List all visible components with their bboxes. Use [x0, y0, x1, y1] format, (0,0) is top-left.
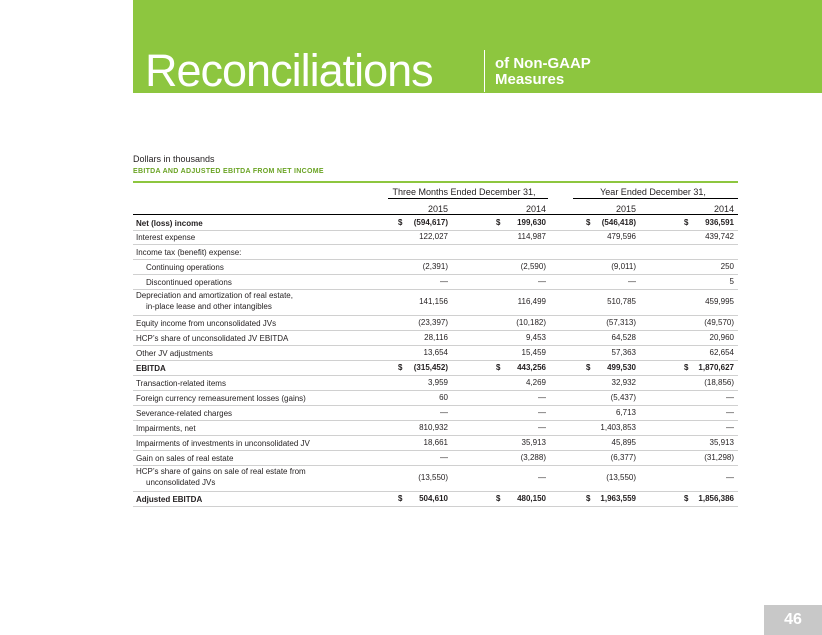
- row-label-text: HCP’s share of unconsolidated JV EBITDA: [136, 334, 289, 343]
- row-value: (31,298): [704, 453, 734, 462]
- row-value: 45,895: [611, 438, 636, 447]
- row-value: 64,528: [611, 333, 636, 342]
- row-value: (10,182): [516, 318, 546, 327]
- row-value: (546,418): [601, 218, 636, 227]
- header-year-ended: Year Ended December 31,: [600, 187, 706, 197]
- row-value: 3,959: [427, 378, 448, 387]
- dollar-sign: $: [586, 218, 591, 227]
- table-title: EBITDA AND ADJUSTED EBITDA FROM NET INCOME: [133, 168, 324, 175]
- row-value: 35,913: [521, 438, 546, 447]
- page-subtitle-line2: Measures: [495, 71, 565, 88]
- table-row: [133, 274, 738, 290]
- row-label: [136, 333, 288, 344]
- row-label: [136, 218, 203, 229]
- page-subtitle: [495, 56, 591, 88]
- row-value: —: [628, 277, 636, 286]
- row-value: 18,661: [423, 438, 448, 447]
- row-value: 443,256: [517, 363, 546, 372]
- row-value: —: [440, 277, 448, 286]
- row-label-text: Income tax (benefit) expense:: [136, 248, 242, 257]
- row-value: 6,713: [615, 408, 636, 417]
- row-value: —: [440, 453, 448, 462]
- row-value: —: [538, 408, 546, 417]
- row-label-text: Continuing operations: [146, 263, 224, 272]
- row-value: —: [538, 423, 546, 432]
- year-header: 2014: [713, 204, 734, 214]
- row-label-text: Depreciation and amortization of real estate,: [136, 291, 293, 300]
- row-label: [136, 438, 310, 449]
- title-banner: [133, 0, 822, 96]
- row-value: (594,617): [413, 218, 448, 227]
- row-label: [136, 453, 233, 464]
- table-row: [133, 345, 738, 361]
- row-value: —: [538, 277, 546, 286]
- row-value: (2,590): [520, 262, 546, 271]
- table-row: [133, 465, 738, 492]
- row-value: 1,870,627: [698, 363, 734, 372]
- row-value: 15,459: [521, 348, 546, 357]
- table-row: [133, 390, 738, 406]
- year-header: 2014: [525, 204, 546, 214]
- row-label-text: Transaction-related items: [136, 379, 226, 388]
- dollar-sign: $: [496, 363, 501, 372]
- row-value: 250: [720, 262, 734, 271]
- row-label-text: Other JV adjustments: [136, 349, 213, 358]
- table-row: [133, 405, 738, 421]
- row-value: 20,960: [709, 333, 734, 342]
- page-number: 46: [764, 605, 822, 635]
- dollar-sign: $: [684, 494, 689, 503]
- row-value: 13,654: [423, 348, 448, 357]
- row-value: (18,856): [704, 378, 734, 387]
- row-value: 936,591: [705, 218, 734, 227]
- page-subtitle-line1: of Non-GAAP: [495, 55, 591, 72]
- row-value: (13,550): [418, 473, 448, 482]
- row-value: 1,963,559: [600, 494, 636, 503]
- page-title: Reconciliations: [145, 45, 433, 96]
- row-value: 116,499: [517, 297, 546, 306]
- row-label-text: unconsolidated JVs: [146, 478, 216, 487]
- row-label: [136, 290, 293, 312]
- units-note: Dollars in thousands: [133, 154, 215, 164]
- dollar-sign: $: [586, 494, 591, 503]
- row-label-text: HCP’s share of gains on sale of real estate from: [136, 467, 306, 476]
- row-value: 57,363: [611, 348, 636, 357]
- table-row: [133, 244, 738, 260]
- row-value: (5,437): [610, 393, 636, 402]
- table-row: [133, 289, 738, 316]
- row-value: 114,987: [517, 232, 546, 241]
- table-row: [133, 259, 738, 275]
- row-label: [136, 247, 241, 258]
- row-value: 5: [729, 277, 734, 286]
- dollar-sign: $: [398, 218, 403, 227]
- dollar-sign: $: [586, 363, 591, 372]
- row-label: [136, 494, 202, 505]
- row-value: —: [726, 423, 734, 432]
- row-value: 499,530: [607, 363, 636, 372]
- row-value: —: [538, 393, 546, 402]
- header-three-months: Three Months Ended December 31,: [392, 187, 536, 197]
- row-value: 479,596: [607, 232, 636, 241]
- row-value: 439,742: [705, 232, 734, 241]
- row-value: (23,397): [418, 318, 448, 327]
- table-row: [133, 330, 738, 346]
- row-value: —: [726, 408, 734, 417]
- table-row: [133, 450, 738, 466]
- dollar-sign: $: [398, 494, 403, 503]
- row-value: 28,116: [424, 333, 448, 342]
- row-value: 199,630: [517, 218, 546, 227]
- row-value: (315,452): [413, 363, 448, 372]
- row-label-text: Gain on sales of real estate: [136, 454, 234, 463]
- row-label-text: Interest expense: [136, 233, 196, 242]
- title-divider: [484, 50, 485, 92]
- header-year-ended-underline: [573, 198, 738, 199]
- row-label-text: Impairments of investments in unconsolidated JV: [136, 439, 310, 448]
- dollar-sign: $: [496, 218, 501, 227]
- row-label: [136, 318, 276, 329]
- row-label: [136, 408, 232, 419]
- table-row: [133, 315, 738, 331]
- table-row: [133, 420, 738, 436]
- dollar-sign: $: [684, 363, 689, 372]
- row-value: 810,932: [419, 423, 448, 432]
- row-label: [136, 348, 213, 359]
- row-value: 1,403,853: [600, 423, 636, 432]
- dollar-sign: $: [398, 363, 403, 372]
- row-label: [146, 277, 232, 288]
- table-row: [133, 435, 738, 451]
- row-value: (2,391): [422, 262, 448, 271]
- row-value: —: [726, 473, 734, 482]
- year-header: 2015: [427, 204, 448, 214]
- row-value: (9,011): [611, 262, 636, 271]
- header-three-months-underline: [388, 198, 548, 199]
- row-label-text: Equity income from unconsolidated JVs: [136, 319, 277, 328]
- row-label-text: in-place lease and other intangibles: [146, 302, 272, 311]
- row-label: [136, 466, 306, 488]
- row-label-text: EBITDA: [136, 364, 166, 373]
- row-value: 4,269: [525, 378, 546, 387]
- row-value: 35,913: [709, 438, 734, 447]
- row-label-text: Discontinued operations: [146, 278, 232, 287]
- row-label-text: Foreign currency remeasurement losses (gains): [136, 394, 306, 403]
- row-value: 32,932: [611, 378, 636, 387]
- row-value: 122,027: [419, 232, 448, 241]
- row-value: (6,377): [610, 453, 636, 462]
- row-value: 60: [439, 393, 448, 402]
- row-value: 1,856,386: [698, 494, 734, 503]
- row-value: 504,610: [419, 494, 448, 503]
- row-value: 510,785: [607, 297, 636, 306]
- row-value: (13,550): [606, 473, 636, 482]
- row-value: (49,570): [704, 318, 734, 327]
- row-value: 459,995: [705, 297, 734, 306]
- row-value: 480,150: [517, 494, 546, 503]
- year-header: 2015: [615, 204, 636, 214]
- table-row: [133, 360, 738, 376]
- row-label-text: Impairments, net: [136, 424, 196, 433]
- dollar-sign: $: [684, 218, 689, 227]
- row-value: (3,288): [520, 453, 546, 462]
- row-label: [136, 393, 306, 404]
- dollar-sign: $: [496, 494, 501, 503]
- table-row: [133, 375, 738, 391]
- row-label-text: Severance-related charges: [136, 409, 233, 418]
- row-label: [136, 378, 226, 389]
- row-value: (57,313): [606, 318, 636, 327]
- row-label: [136, 232, 195, 243]
- row-label: [136, 363, 166, 374]
- table-row: [133, 229, 738, 245]
- row-label-text: Net (loss) income: [136, 219, 203, 228]
- row-value: 141,156: [419, 297, 448, 306]
- row-value: —: [440, 408, 448, 417]
- table-top-rule: [133, 181, 738, 183]
- row-label: [146, 262, 224, 273]
- row-value: 62,654: [709, 348, 734, 357]
- row-label: [136, 423, 196, 434]
- row-value: 9,453: [525, 333, 546, 342]
- row-label-text: Adjusted EBITDA: [136, 495, 203, 504]
- row-value: —: [538, 473, 546, 482]
- table-row: [133, 491, 738, 507]
- row-value: —: [726, 393, 734, 402]
